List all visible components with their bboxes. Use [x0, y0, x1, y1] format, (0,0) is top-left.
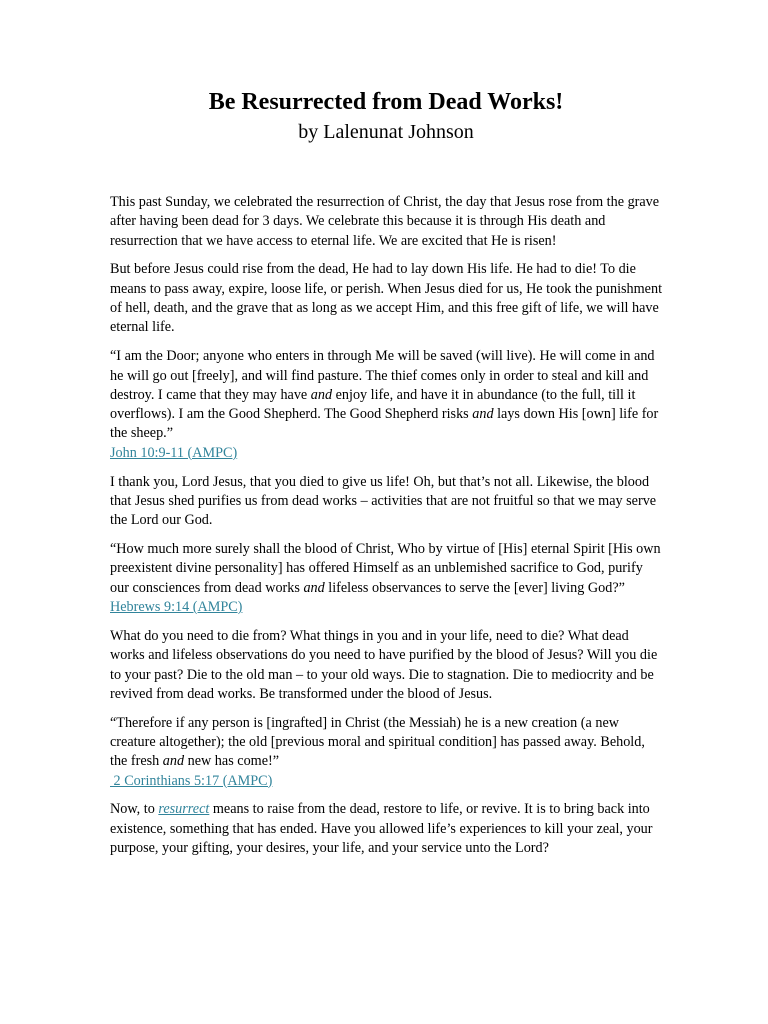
author-byline: by Lalenunat Johnson — [298, 121, 474, 143]
document-title: Be Resurrected from Dead Works! — [208, 89, 564, 115]
paragraph-thank-you: I thank you, Lord Jesus, that you died to give us life! Oh, but that’s not all. Likewise, the blood that Jesus shed purifies us from dead works – activities that are not fruitful so that we may serve the Lord our God. — [110, 473, 657, 529]
paragraph-sunday: This past Sunday, we celebrated the resurrection of Christ, the day that Jesus rose from the grave after having been dead for 3 days. We celebrate this because it is through His death and resurrection that we have access to eternal life. We are excited that He is risen! — [110, 194, 660, 249]
scripture-quote-john — [110, 347, 662, 463]
quote-emphasis: and — [303, 579, 325, 596]
scripture-reference-link[interactable]: Hebrews 9:14 (AMPC) — [110, 599, 243, 616]
quote-text: “How much more surely shall the blood of Christ, Who by virtue of [His] eternal Spirit [His own preexistent divine personality] has offered Himself as an unblemished sacrifice to God, purify our consciences from dead works — [110, 541, 661, 596]
paragraph-text: Now, to — [110, 801, 159, 818]
quote-text: “I am the Door; anyone who enters in through Me will be saved (will live). He will come in and he will go out [freely], and will find pasture. The thief comes only in order to steal and kill and destroy. I came that they may have — [110, 348, 655, 403]
quote-emphasis: and — [310, 386, 333, 403]
paragraph-what-to-die-from: What do you need to die from? What things in you and in your life, need to die? What dead works and lifeless observations do you need to have purified by the blood of Jesus? Will you die to your past? Die to the old man – to your old ways. Die to stagnation. Die to mediocrity and be revived from dead works. Be transformed under the blood of Jesus. — [110, 627, 658, 702]
scripture-reference-link[interactable]: 2 Corinthians 5:17 (AMPC) — [110, 772, 273, 789]
paragraph-lay-down-life: But before Jesus could rise from the dead, He had to lay down His life. He had to die! To die means to pass away, expire, loose life, or perish. When Jesus died for us, He took the punishment of hell, death, and the grave that as long as we accept Him, and this free gift of life, we will have eternal life. — [110, 261, 663, 336]
quote-text: enjoy life, and have it in abundance (to the full, till it overflows). I am the Good Shepherd. The Good Shepherd risks — [110, 386, 636, 423]
resurrect-definition-link[interactable]: resurrect — [158, 801, 210, 818]
quote-emphasis: and — [472, 406, 494, 423]
quote-text: new has come!” — [184, 753, 280, 770]
quote-text: lays down His [own] life for the sheep.” — [110, 406, 659, 442]
quote-text: lifeless observances to serve the [ever] living God?” — [324, 579, 625, 596]
paragraph-resurrect — [110, 800, 662, 858]
document-page — [110, 86, 662, 868]
scripture-quote-corinthians — [110, 714, 662, 791]
scripture-reference-link[interactable]: John 10:9-11 (AMPC) — [110, 444, 238, 461]
quote-emphasis: and — [162, 753, 185, 770]
scripture-quote-hebrews — [110, 540, 662, 617]
quote-text: “Therefore if any person is [ingrafted] in Christ (the Messiah) he is a new creation (a new creature altogether); the old [previous moral and spiritual condition] has passed away. Behold, the fresh — [110, 714, 645, 770]
paragraph-text: means to raise from the dead, restore to life, or revive. It is to bring back into existence, something that has ended. Have you allowed life’s experiences to kill your zeal, your purpose, your gifting, your desires, your life, and your service unto the Lord? — [110, 801, 653, 857]
